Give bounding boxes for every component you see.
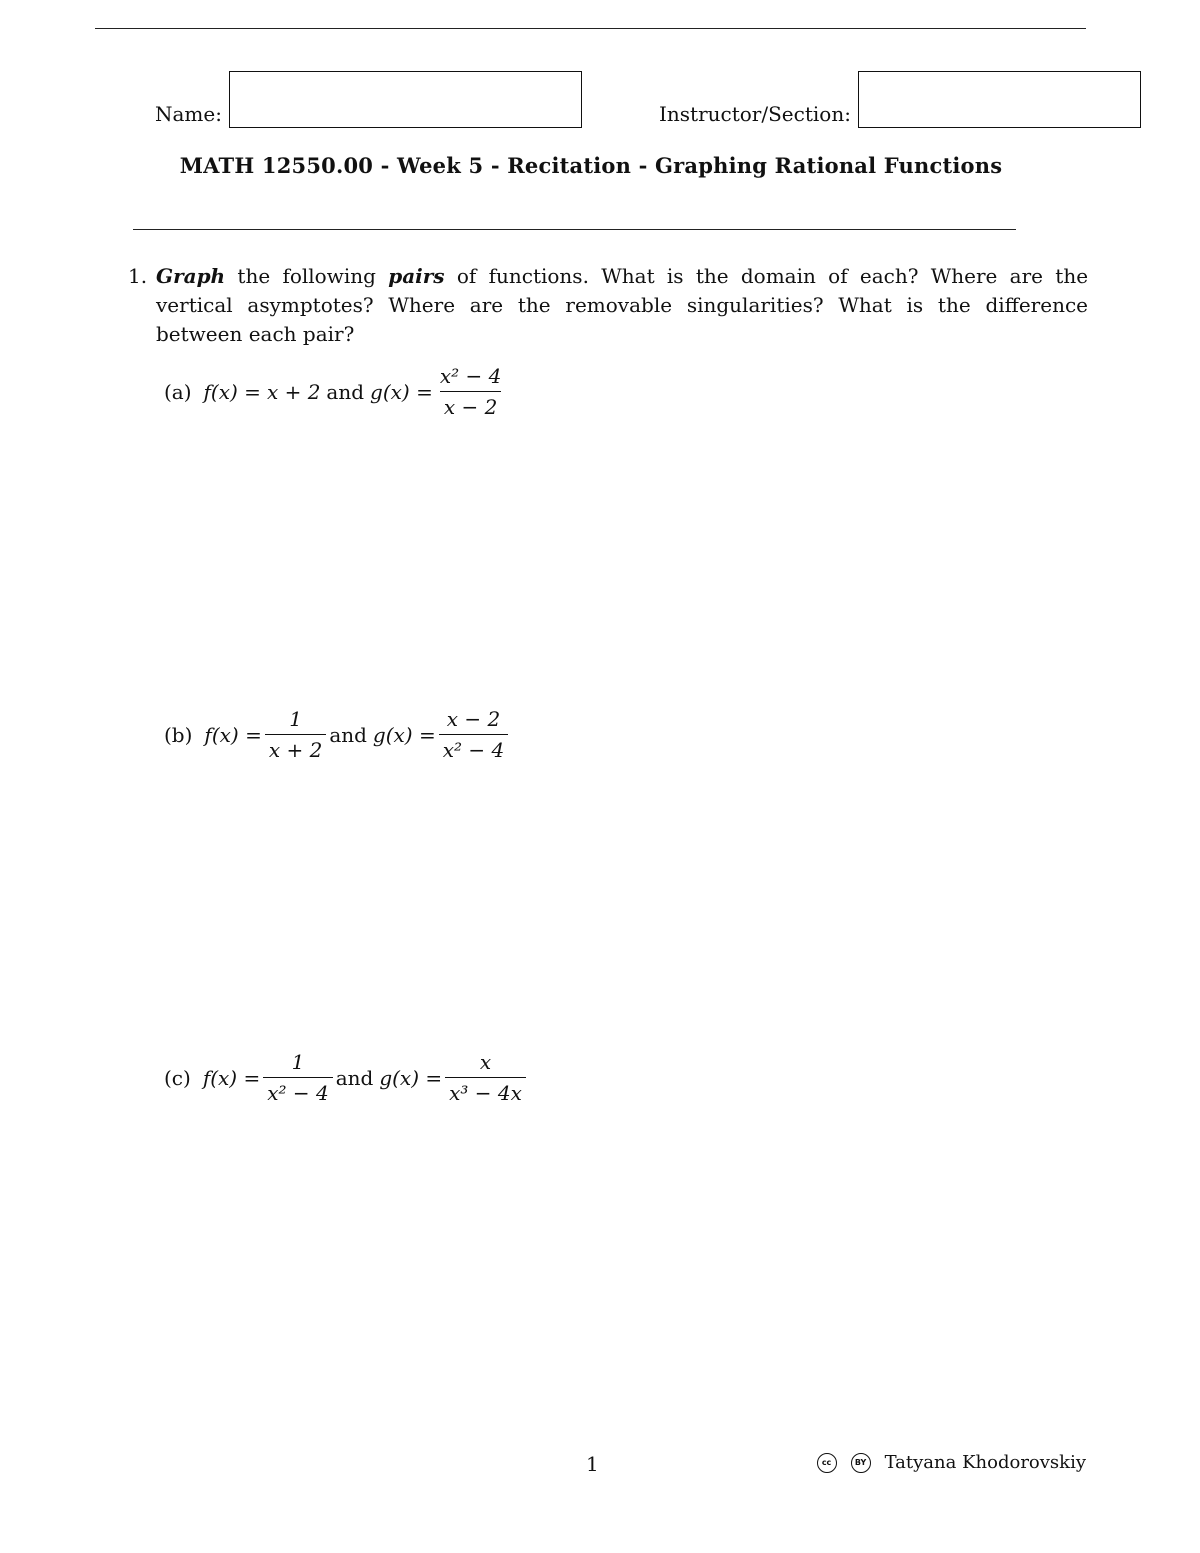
part-c-f-lhs: f(x) = (202, 1065, 261, 1090)
instructor-section-label: Instructor/Section: (659, 102, 851, 126)
part-a-f-lhs: f(x) = (203, 379, 261, 404)
part-b-f-fraction (265, 707, 326, 762)
part-b-g-denominator: x² − 4 (439, 734, 509, 762)
part-c-and: and (335, 1065, 374, 1090)
part-b-f-numerator: 1 (289, 707, 302, 731)
part-a-g-denominator: x − 2 (440, 391, 501, 419)
question-text (156, 262, 1088, 349)
page-title: MATH 12550.00 - Week 5 - Recitation - Graphing Rational Functions (179, 153, 1003, 178)
part-b-and: and (329, 722, 367, 747)
part-a-g-lhs: g(x) = (370, 379, 433, 404)
attribution-icon: BY (851, 1453, 871, 1473)
top-rule (95, 28, 1086, 29)
part-b-g-numerator: x − 2 (446, 707, 501, 731)
part-c-g-numerator: x (479, 1050, 492, 1074)
part-c-label: (c) (164, 1065, 191, 1090)
part-a-g-numerator: x² − 4 (439, 364, 502, 388)
part-c (164, 1050, 529, 1105)
part-c-f-fraction (263, 1050, 333, 1105)
creative-commons-icon: cc (817, 1453, 837, 1473)
name-field[interactable] (229, 71, 582, 128)
part-a (164, 364, 508, 419)
page-number: 1 (586, 1452, 599, 1476)
part-b-f-denominator: x + 2 (265, 734, 326, 762)
question-1 (128, 262, 1088, 349)
part-c-g-lhs: g(x) = (379, 1065, 443, 1090)
question-text-2: of functions. What is the domain of each? Where are the vertical asymptotes? Where are the removable singularities? What is the difference between each pair? (156, 264, 1089, 346)
part-b-f-lhs: f(x) = (204, 722, 262, 747)
question-number: 1. (128, 264, 148, 288)
question-emph-word: pairs (388, 264, 445, 288)
part-c-g-fraction (445, 1050, 526, 1105)
part-c-f-denominator: x² − 4 (263, 1077, 333, 1105)
question-lead-word: Graph (156, 264, 226, 288)
part-a-label: (a) (164, 379, 192, 404)
part-b-g-lhs: g(x) = (372, 722, 436, 747)
part-b-g-fraction (439, 707, 509, 762)
author-name: Tatyana Khodorovskiy (884, 1452, 1086, 1473)
part-b-label: (b) (164, 722, 193, 747)
name-label: Name: (155, 102, 222, 126)
instructor-section-field[interactable] (858, 71, 1141, 128)
part-b (164, 707, 511, 762)
part-a-f-expr: x + 2 (266, 379, 321, 404)
part-c-f-numerator: 1 (291, 1050, 305, 1074)
title-underline-rule (133, 229, 1016, 230)
part-a-g-fraction (436, 364, 506, 419)
part-a-and: and (326, 379, 365, 404)
license-footer (817, 1452, 1086, 1473)
part-c-g-denominator: x³ − 4x (445, 1077, 526, 1105)
question-text-1: the following (237, 264, 376, 288)
